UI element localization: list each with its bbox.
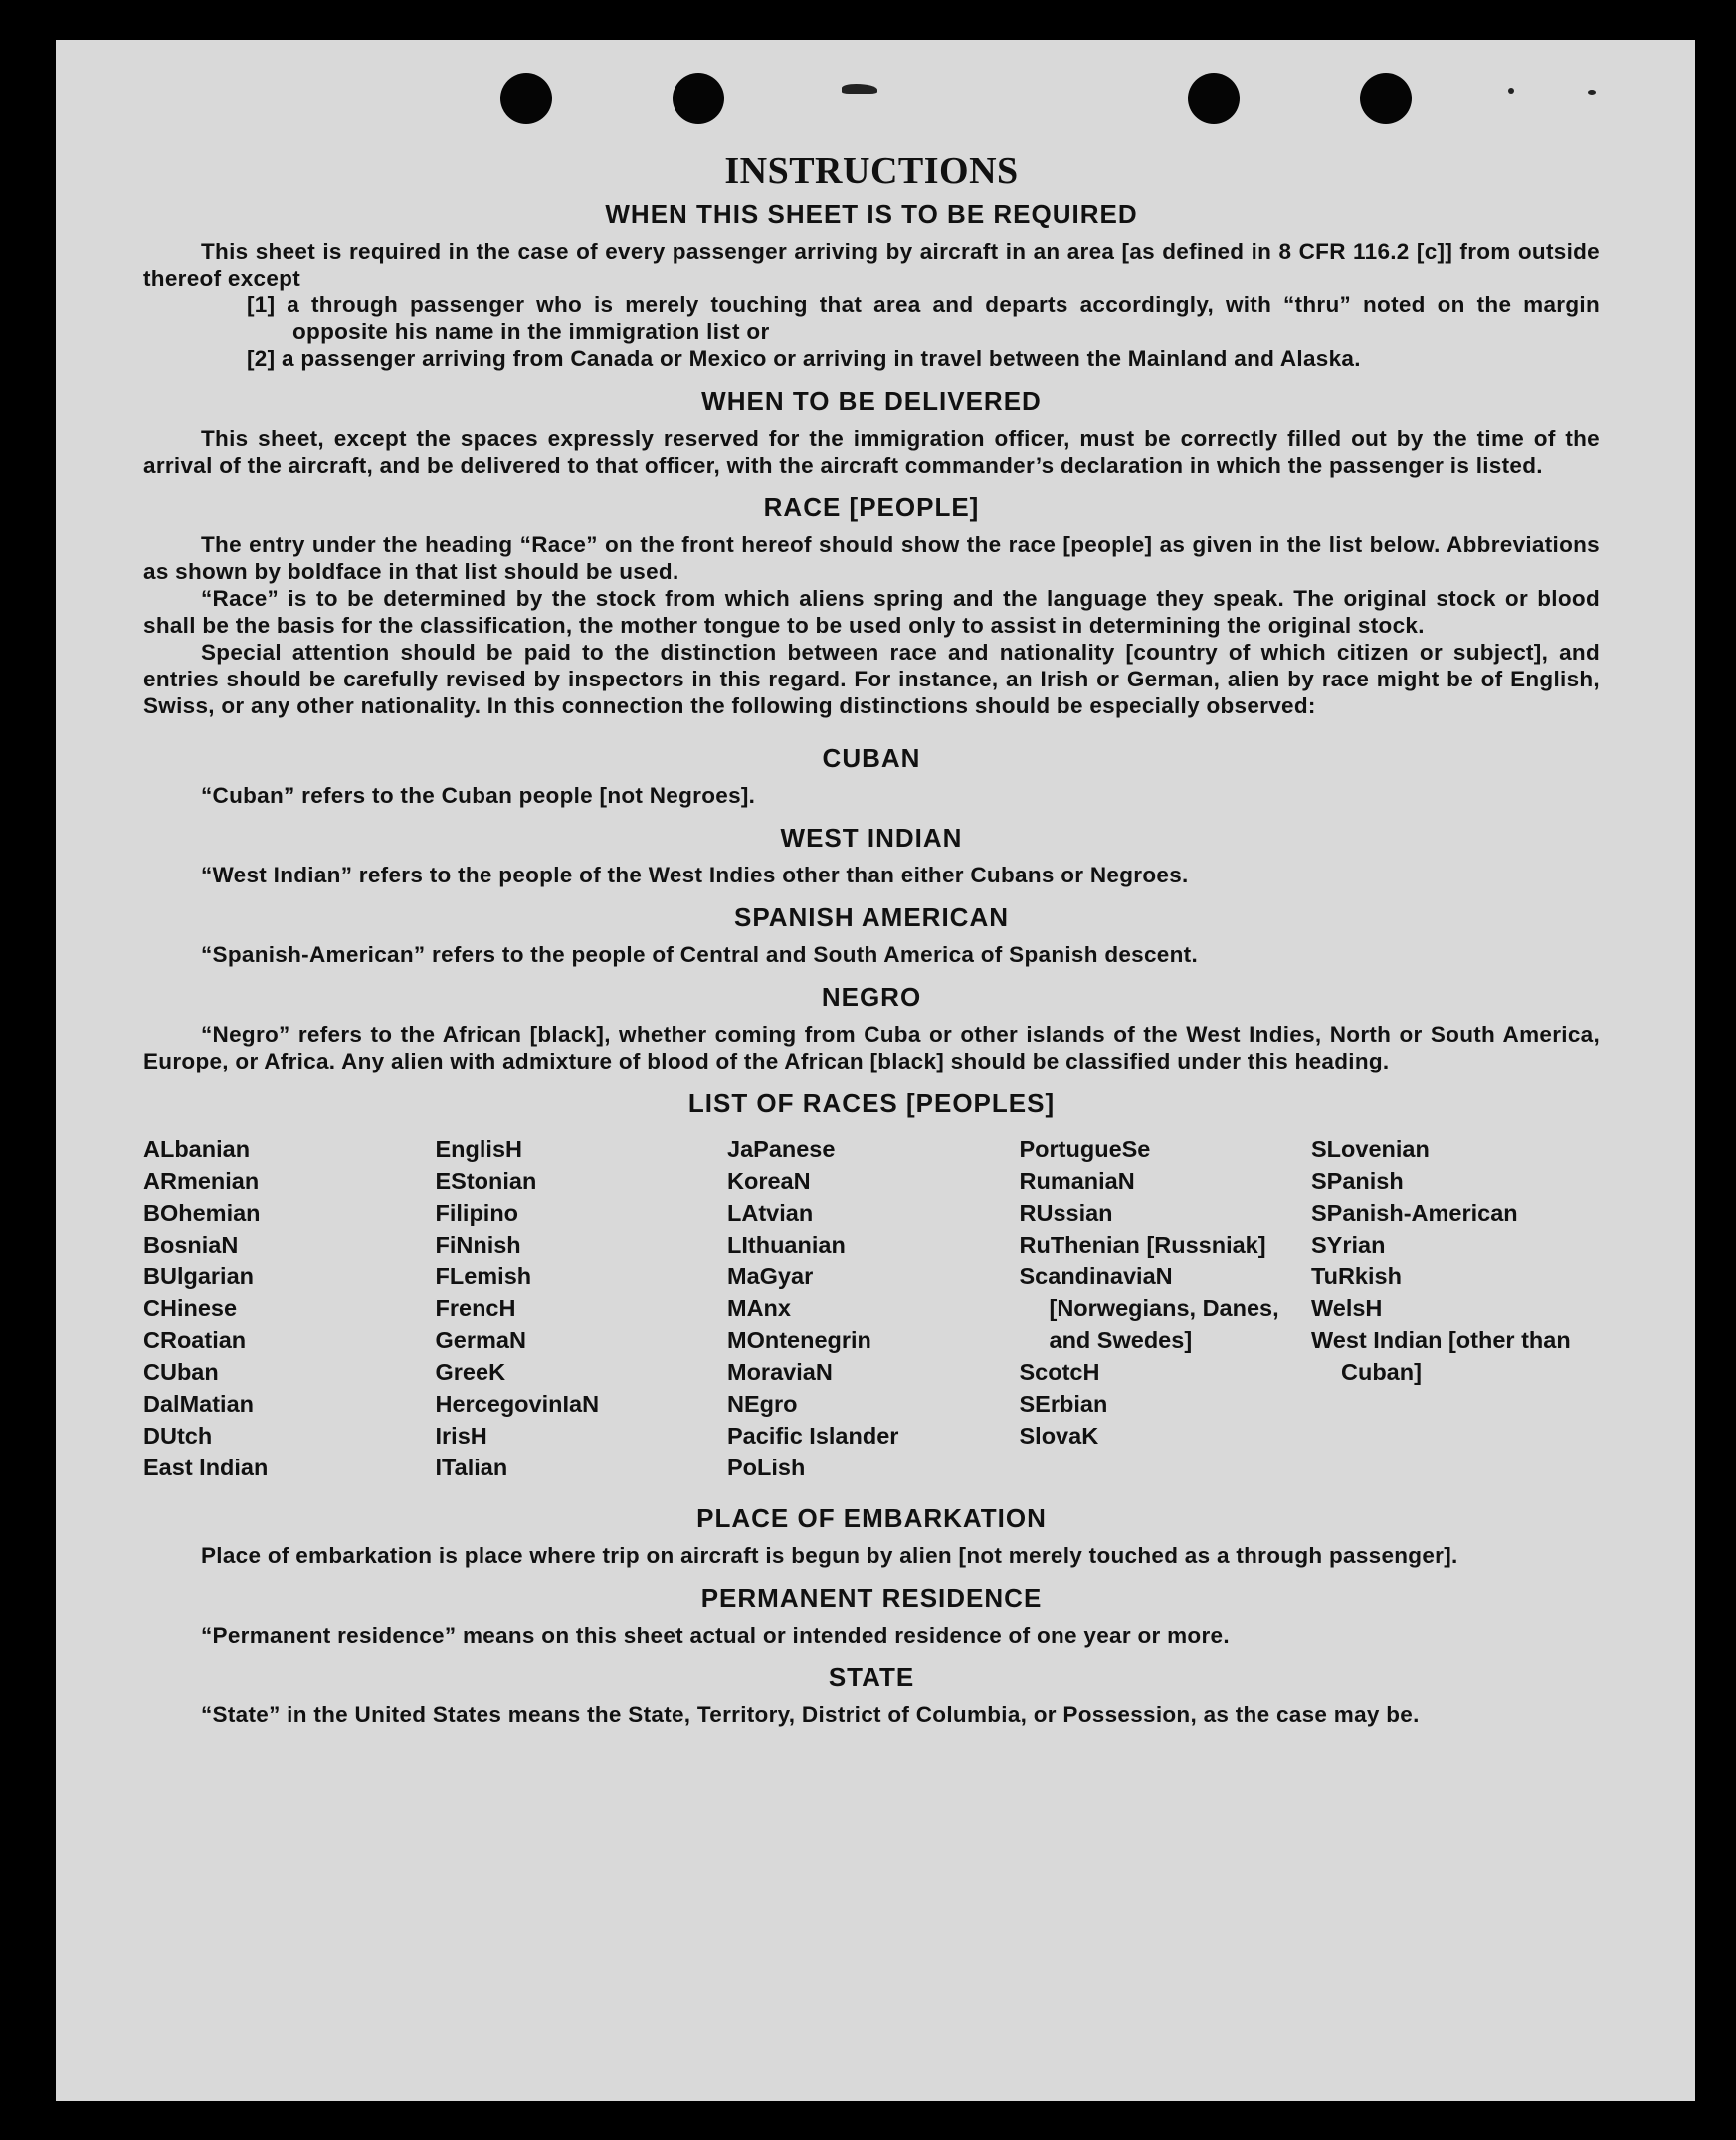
race-item: ALbanian <box>143 1136 251 1162</box>
heading-when-required: WHEN THIS SHEET IS TO BE REQUIRED <box>605 199 1138 229</box>
race-paragraph-1: The entry under the heading “Race” on the front hereof should show the race [people] as given in the list below. Abbreviations as shown by boldface in that list should be used. <box>143 532 1600 584</box>
race-item: LIthuanian <box>727 1232 846 1258</box>
race-item: SErbian <box>1019 1391 1108 1417</box>
heading-race: RACE [PEOPLE] <box>763 492 980 522</box>
ink-speck <box>1508 88 1514 94</box>
race-paragraph-3: Special attention should be paid to the distinction between race and nationality [country of which citizen or subject], and entries should be carefully revised by inspectors in this regard. For instance, an Irish or German, alien by race might be of English, Swiss, or any other nationality. In this connection the following distinctions should be especially observed: <box>143 640 1600 718</box>
state-text: “State” in the United States means the State, Territory, District of Columbia, or Possession, as the case may be. <box>201 1702 1420 1727</box>
ink-speck <box>1588 90 1596 95</box>
race-item: TuRkish <box>1311 1264 1402 1289</box>
race-item: ScandinaviaN [Norwegians, Danes, and Swedes] <box>1019 1264 1279 1353</box>
race-item: Pacific Islander <box>727 1423 899 1449</box>
race-item: BUlgarian <box>143 1264 254 1289</box>
race-item: CUban <box>143 1359 219 1385</box>
race-column <box>143 1133 432 1483</box>
race-item: NEgro <box>727 1391 798 1417</box>
heading-when-delivered: WHEN TO BE DELIVERED <box>701 386 1042 416</box>
race-item: RUssian <box>1019 1200 1113 1226</box>
race-item: SPanish-American <box>1311 1200 1518 1226</box>
race-item: IrisH <box>435 1423 487 1449</box>
race-item: MoraviaN <box>727 1359 833 1385</box>
race-item: DUtch <box>143 1423 213 1449</box>
race-column <box>727 1133 1016 1483</box>
race-item: GreeK <box>435 1359 506 1385</box>
race-item: Filipino <box>435 1200 519 1226</box>
embarkation-text: Place of embarkation is place where trip on aircraft is begun by alien [not merely touched as a through passenger]. <box>201 1543 1458 1568</box>
race-item: RuThenian [Russniak] <box>1019 1232 1266 1258</box>
race-item: SYrian <box>1311 1232 1386 1258</box>
race-column <box>1020 1133 1308 1483</box>
race-item: BosniaN <box>143 1232 239 1258</box>
ink-smudge <box>842 84 877 94</box>
instructions-content <box>143 149 1600 1728</box>
when-required-item-2: [2] a passenger arriving from Canada or Mexico or arriving in travel between the Mainland and Alaska. <box>247 346 1361 371</box>
negro-text: “Negro” refers to the African [black], whether coming from Cuba or other islands of the West Indies, North or South America, Europe, or Africa. Any alien with admixture of blood of the African [black] should be classified under this heading. <box>143 1022 1600 1073</box>
race-item: PortugueSe <box>1019 1136 1151 1162</box>
race-paragraph-2: “Race” is to be determined by the stock from which aliens spring and the language they speak. The original stock or blood shall be the basis for the classification, the mother tongue to be used only to assist in determining the original stock. <box>143 586 1600 638</box>
race-item: ITalian <box>435 1455 508 1480</box>
race-item: EnglisH <box>435 1136 522 1162</box>
race-item: FiNnish <box>435 1232 521 1258</box>
race-item: East Indian <box>143 1455 269 1480</box>
race-column <box>1311 1133 1600 1483</box>
heading-permanent-residence: PERMANENT RESIDENCE <box>700 1583 1043 1613</box>
race-item: FLemish <box>435 1264 532 1289</box>
race-item: FrencH <box>435 1295 516 1321</box>
heading-spanish-american: SPANISH AMERICAN <box>733 902 1009 932</box>
spanish-american-text: “Spanish-American” refers to the people of Central and South America of Spanish descent. <box>201 942 1199 967</box>
scanned-page <box>56 40 1695 2101</box>
page-title: INSTRUCTIONS <box>724 150 1019 192</box>
race-item: West Indian [other than Cuban] <box>1311 1327 1571 1385</box>
race-item: KoreaN <box>727 1168 811 1194</box>
race-item: RumaniaN <box>1019 1168 1135 1194</box>
when-required-intro: This sheet is required in the case of every passenger arriving by aircraft in an area [as defined in 8 CFR 116.2 [c]] from outside thereof except <box>143 239 1600 291</box>
heading-cuban: CUBAN <box>822 743 921 773</box>
punch-hole <box>500 73 552 124</box>
heading-list-of-races: LIST OF RACES [PEOPLES] <box>687 1088 1056 1118</box>
punch-hole <box>1360 73 1412 124</box>
race-item: SPanish <box>1311 1168 1404 1194</box>
race-item: LAtvian <box>727 1200 814 1226</box>
when-delivered-text: This sheet, except the spaces expressly reserved for the immigration officer, must be correctly filled out by the time of the arrival of the aircraft, and be delivered to that officer, with the aircraft commander’s declaration in which the passenger is listed. <box>143 426 1600 478</box>
race-item: SLovenian <box>1311 1136 1430 1162</box>
when-required-item-1: [1] a through passenger who is merely touching that area and departs accordingly, with “thru” noted on the margin opposite his name in the immigration list or <box>247 292 1600 344</box>
heading-embarkation: PLACE OF EMBARKATION <box>696 1503 1047 1533</box>
race-item: EStonian <box>435 1168 537 1194</box>
race-item: MaGyar <box>727 1264 814 1289</box>
punch-hole <box>1188 73 1240 124</box>
race-item: DalMatian <box>143 1391 254 1417</box>
race-item: JaPanese <box>727 1136 836 1162</box>
permanent-residence-text: “Permanent residence” means on this sheet actual or intended residence of one year or more. <box>201 1623 1230 1648</box>
race-item: HercegovinIaN <box>435 1391 600 1417</box>
races-list <box>143 1133 1600 1483</box>
race-item: ScotcH <box>1019 1359 1100 1385</box>
cuban-text: “Cuban” refers to the Cuban people [not Negroes]. <box>201 783 756 808</box>
race-item: CRoatian <box>143 1327 247 1353</box>
heading-west-indian: WEST INDIAN <box>780 823 963 853</box>
race-item: MAnx <box>727 1295 791 1321</box>
race-column <box>436 1133 724 1483</box>
punch-hole <box>673 73 724 124</box>
west-indian-text: “West Indian” refers to the people of the West Indies other than either Cubans or Negroes. <box>201 863 1189 887</box>
race-item: SlovaK <box>1019 1423 1099 1449</box>
race-item: BOhemian <box>143 1200 261 1226</box>
heading-negro: NEGRO <box>821 982 922 1012</box>
race-item: MOntenegrin <box>727 1327 871 1353</box>
race-item: WelsH <box>1311 1295 1383 1321</box>
race-item: PoLish <box>727 1455 806 1480</box>
race-item: GermaN <box>435 1327 526 1353</box>
race-item: CHinese <box>143 1295 238 1321</box>
race-item: ARmenian <box>143 1168 260 1194</box>
heading-state: STATE <box>828 1662 915 1692</box>
